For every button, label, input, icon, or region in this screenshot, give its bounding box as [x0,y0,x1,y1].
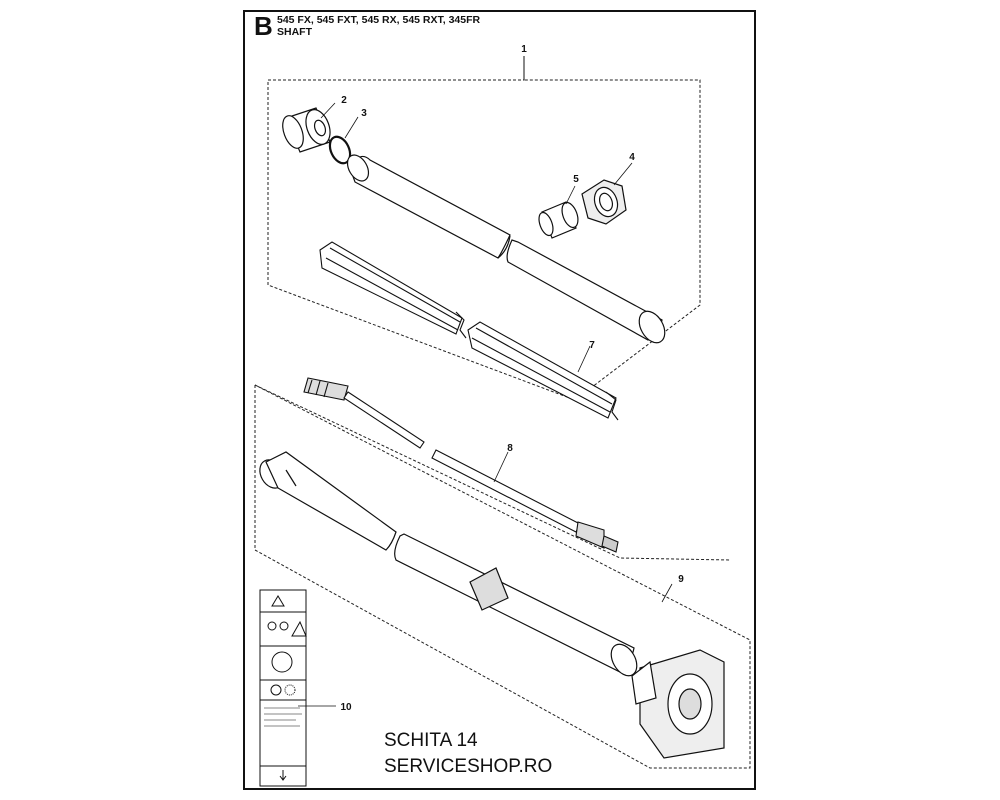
callout-9-leader [662,584,672,602]
callout-2-leader [321,103,335,118]
callout-7: 7 [589,340,595,351]
part-10-warning-decal [260,590,306,786]
callout-9: 9 [678,574,684,585]
diagram-subtitle: SHAFT [277,26,312,38]
section-letter: B [254,11,273,41]
diagram-number: SCHITA 14 [384,730,478,751]
callout-10: 10 [340,702,352,713]
part-5-sleeve [536,200,581,238]
part-2-bushing [279,106,335,152]
part-4-nut [582,180,626,224]
callout-1: 1 [521,44,527,55]
part-1-lower-tube [507,240,670,347]
callout-4: 4 [629,152,635,163]
callout-4-leader [614,163,632,185]
callout-3: 3 [361,108,367,119]
part-9-lower-tube [395,534,642,680]
part-7-lower-liner [468,322,618,420]
callout-3-leader [345,117,358,138]
callout-7-leader [578,346,590,372]
part-9-upper-tube [255,452,396,550]
part-7-upper-liner [320,242,466,338]
part-9-gear-housing [632,650,724,758]
model-list: 545 FX, 545 FXT, 545 RX, 545 RXT, 345FR [277,14,481,26]
callout-8-leader [494,452,508,482]
part-1-upper-tube [343,151,510,258]
callout-5-leader [566,186,575,204]
source-watermark: SERVICESHOP.RO [384,756,553,777]
callout-2: 2 [341,95,347,106]
callout-8: 8 [507,443,513,454]
callout-5: 5 [573,174,579,185]
